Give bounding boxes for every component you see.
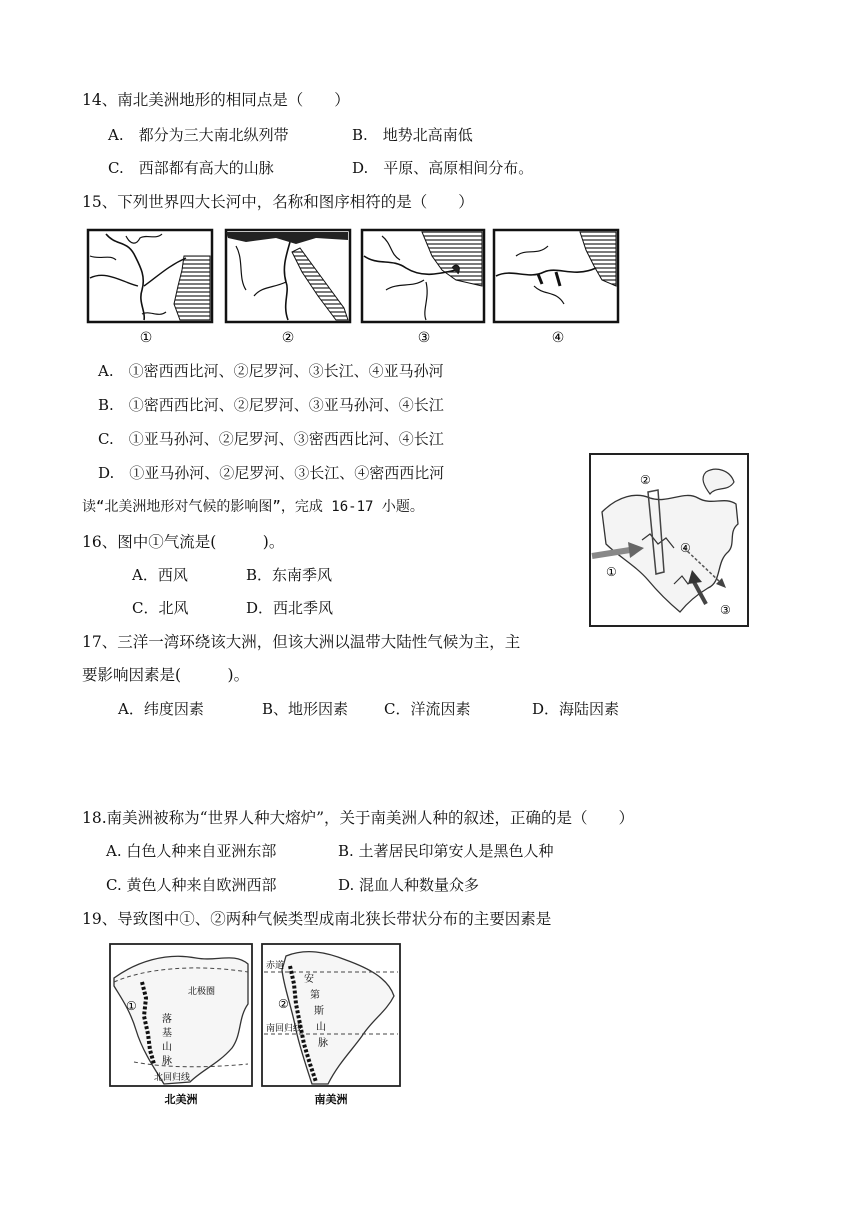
sa-marker-2: ② (278, 997, 289, 1011)
north-america-map (110, 944, 252, 1086)
q17-option-a: A．纬度因素 (118, 700, 204, 718)
na-arctic-label: 北极圈 (188, 987, 216, 997)
river-map-2-label: ② (281, 330, 295, 346)
sa-mountain-char-1: 安 (304, 974, 314, 985)
americas-maps (106, 938, 406, 1108)
river-map-2 (226, 230, 350, 322)
na-marker-1: ① (126, 999, 137, 1013)
sa-mountain-char-2: 第 (310, 990, 320, 1001)
q14-option-a: A. 都分为三大南北纵列带 (108, 126, 289, 144)
q16-option-d: D．西北季风 (246, 599, 334, 617)
reading-instruction: 读“北美洲地形对气候的影响图”，完成 16-17 小题。 (82, 499, 424, 515)
q17-option-d: D．海陆因素 (532, 700, 620, 718)
climate-label-1: ① (606, 565, 617, 579)
river-map-1-label: ① (139, 330, 153, 346)
q16-option-c: C．北风 (132, 599, 189, 617)
q14-option-b: B. 地势北高南低 (352, 126, 473, 144)
climate-label-3: ③ (720, 603, 731, 617)
q16-option-b: B．东南季风 (246, 566, 333, 584)
climate-influence-map (588, 452, 750, 628)
q19-stem: 19、导致图中①、②两种气候类型成南北狭长带状分布的主要因素是 (82, 910, 552, 928)
climate-label-2: ② (640, 473, 651, 487)
q18-option-b: B. 土著居民印第安人是黑色人种 (338, 842, 554, 860)
sa-mountain-char-5: 脉 (318, 1038, 328, 1049)
q15-stem: 15、下列世界四大长河中，名称和图序相符的是（ ） (82, 193, 474, 211)
na-tropic-label: 北回归线 (154, 1073, 191, 1083)
sa-caption: 南美洲 (314, 1093, 348, 1106)
river-map-3-label: ③ (417, 330, 431, 346)
na-mountain-char-3: 山 (162, 1042, 172, 1053)
q15-option-a: A. ①密西西比河、②尼罗河、③长江、④亚马孙河 (98, 362, 444, 380)
river-map-4-label: ④ (551, 330, 565, 346)
q18-option-a: A. 白色人种来自亚洲东部 (106, 842, 277, 860)
q16-stem: 16、图中①气流是( )。 (82, 533, 285, 551)
na-mountain-char-2: 基 (162, 1028, 172, 1039)
river-map-1 (88, 230, 212, 322)
q15-option-c: C. ①亚马孙河、②尼罗河、③密西西比河、④长江 (98, 430, 444, 448)
sa-mountain-char-3: 斯 (314, 1006, 324, 1017)
q14-option-c: C. 西部都有高大的山脉 (108, 159, 274, 177)
south-america-map (262, 944, 400, 1086)
q18-stem: 18.南美洲被称为“世界人种大熔炉”，关于南美洲人种的叙述，正确的是（ ） (82, 809, 635, 827)
sa-equator-label: 赤道 (266, 961, 285, 971)
na-mountain-char-4: 脉 (162, 1056, 172, 1067)
q14-option-d: D. 平原、高原相间分布。 (352, 159, 534, 177)
q17-option-b: B、地形因素 (262, 700, 349, 718)
river-map-4 (494, 230, 618, 322)
sa-tropic-label: 南回归线 (266, 1024, 303, 1034)
q17-option-c: C．洋流因素 (384, 700, 471, 718)
river-maps (86, 226, 622, 346)
q15-option-b: B. ①密西西比河、②尼罗河、③亚马孙河、④长江 (98, 396, 444, 414)
q17-stem-line1: 17、三洋一湾环绕该大洲，但该大洲以温带大陆性气候为主，主 (82, 633, 521, 651)
q16-option-a: A．西风 (132, 566, 188, 584)
q14-stem: 14、南北美洲地形的相同点是（ ） (82, 91, 350, 109)
river-map-3 (362, 230, 484, 322)
na-mountain-char-1: 落 (162, 1014, 172, 1025)
q15-option-d: D. ①亚马孙河、②尼罗河、③长江、④密西西比河 (98, 464, 445, 482)
q17-stem-line2: 要影响因素是( )。 (82, 666, 250, 684)
climate-label-4: ④ (680, 541, 691, 555)
sa-mountain-char-4: 山 (316, 1022, 326, 1033)
na-caption: 北美洲 (164, 1093, 198, 1106)
q18-option-d: D. 混血人种数量众多 (338, 876, 480, 894)
q18-option-c: C. 黄色人种来自欧洲西部 (106, 876, 277, 894)
